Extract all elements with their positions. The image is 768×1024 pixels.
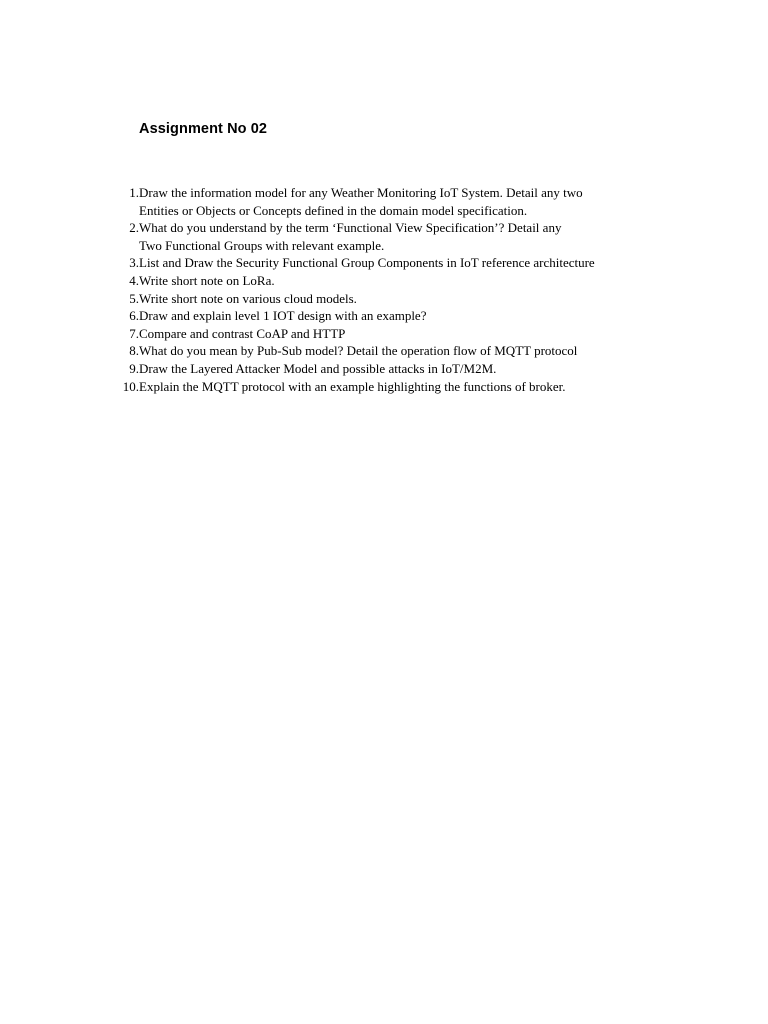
question-number: 9. bbox=[129, 360, 139, 376]
question-line: Compare and contrast CoAP and HTTP bbox=[139, 325, 346, 341]
list-item bbox=[110, 272, 670, 290]
question-text bbox=[139, 342, 670, 360]
question-line: Draw and explain level 1 IOT design with an example? bbox=[139, 308, 427, 324]
question-line: What do you mean by Pub-Sub model? Detail the operation flow of MQTT protocol bbox=[139, 343, 578, 359]
question-line: Draw the information model for any Weather Monitoring IoT System. Detail any two bbox=[139, 185, 583, 200]
question-text bbox=[139, 360, 670, 378]
question-line: Write short note on LoRa. bbox=[139, 272, 275, 288]
list-item bbox=[110, 342, 670, 360]
question-line: Two Functional Groups with relevant example. bbox=[139, 237, 385, 253]
list-item bbox=[110, 325, 670, 343]
question-number: 5. bbox=[129, 290, 139, 306]
list-item bbox=[110, 378, 670, 396]
question-text bbox=[139, 378, 670, 396]
question-number: 8. bbox=[129, 343, 139, 359]
question-text bbox=[139, 254, 670, 272]
list-item bbox=[110, 184, 670, 219]
page-title: Assignment No 02 bbox=[139, 121, 268, 137]
question-text bbox=[139, 307, 670, 325]
question-line: Explain the MQTT protocol with an example highlighting the functions of broker. bbox=[139, 378, 566, 394]
list-item bbox=[110, 307, 670, 325]
question-list bbox=[110, 184, 670, 395]
question-line: What do you understand by the term ‘Functional View Specification’? Detail any bbox=[139, 220, 562, 236]
question-text bbox=[139, 184, 670, 219]
list-item bbox=[110, 360, 670, 378]
question-line: List and Draw the Security Functional Group Components in IoT reference architecture bbox=[139, 255, 595, 271]
question-text bbox=[139, 290, 670, 308]
list-item bbox=[110, 290, 670, 308]
question-text bbox=[139, 325, 670, 343]
question-number: 4. bbox=[129, 272, 139, 288]
question-number: 10. bbox=[122, 378, 139, 394]
list-item bbox=[110, 254, 670, 272]
question-text bbox=[139, 219, 670, 254]
question-number: 1. bbox=[129, 185, 139, 200]
question-number: 7. bbox=[129, 325, 139, 341]
question-line: Write short note on various cloud models. bbox=[139, 290, 357, 306]
question-text bbox=[139, 272, 670, 290]
list-item bbox=[110, 219, 670, 254]
question-number: 2. bbox=[129, 220, 139, 236]
question-line: Draw the Layered Attacker Model and possible attacks in IoT/M2M. bbox=[139, 360, 497, 376]
question-number: 3. bbox=[129, 255, 139, 271]
question-number: 6. bbox=[129, 308, 139, 324]
question-line: Entities or Objects or Concepts defined in the domain model specification. bbox=[139, 202, 528, 218]
